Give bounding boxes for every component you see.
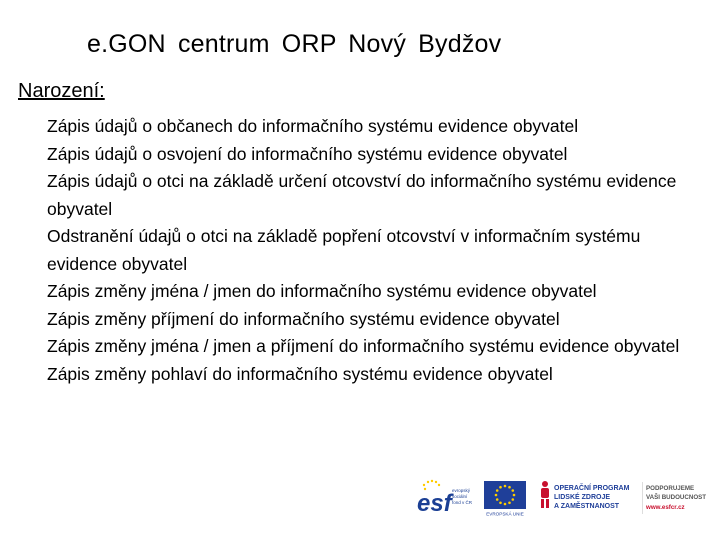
list-item: Zápis změny jména / jmen a příjmení do informačního systému evidence obyvatel	[47, 336, 680, 356]
esf-logo	[416, 478, 476, 518]
list-item: Zápis změny příjmení do informačního systému evidence obyvatel	[47, 308, 560, 329]
svg-text:EVROPSKÁ UNIE: EVROPSKÁ UNIE	[486, 511, 524, 517]
support-badge	[642, 480, 716, 518]
page-title: e.GON centrum ORP Nový Bydžov	[87, 30, 502, 58]
svg-text:esf: esf	[417, 490, 452, 517]
svg-text:fond v ČR: fond v ČR	[452, 500, 473, 505]
item-list	[47, 113, 707, 388]
list-item: Odstranění údajů o otci na základě popření otcovství v informačním systému evidence obyvatel	[47, 226, 641, 274]
list-item: Zápis údajů o otci na základě určení otcovství do informačního systému evidence obyvatel	[47, 171, 677, 219]
svg-text:sociální: sociální	[452, 494, 468, 499]
list-item: Zápis údajů o občanech do informačního systému evidence obyvatel	[47, 116, 579, 136]
list-item: Zápis změny jména / jmen do informačního systému evidence obyvatel	[47, 281, 597, 301]
list-item: Zápis údajů o osvojení do informačního systému evidence obyvatel	[47, 143, 568, 164]
section-heading: Narození:	[18, 80, 105, 102]
svg-text:evropský: evropský	[452, 488, 471, 493]
op-logo	[537, 478, 637, 518]
list-item: Zápis změny pohlaví do informačního systému evidence obyvatel	[47, 363, 553, 384]
eu-flag-icon	[478, 481, 532, 517]
footer-logos	[416, 478, 716, 518]
svg-text:www.esfcr.cz: www.esfcr.cz	[646, 504, 685, 511]
svg-text:PODPORUJEME: PODPORUJEME	[646, 485, 695, 492]
svg-text:LIDSKÉ ZDROJE: LIDSKÉ ZDROJE	[554, 494, 611, 501]
svg-text:A ZAMĚSTNANOST: A ZAMĚSTNANOST	[554, 503, 620, 510]
svg-text:VAŠI BUDOUCNOST: VAŠI BUDOUCNOST	[646, 494, 707, 501]
svg-text:OPERAČNÍ PROGRAM: OPERAČNÍ PROGRAM	[554, 485, 630, 492]
